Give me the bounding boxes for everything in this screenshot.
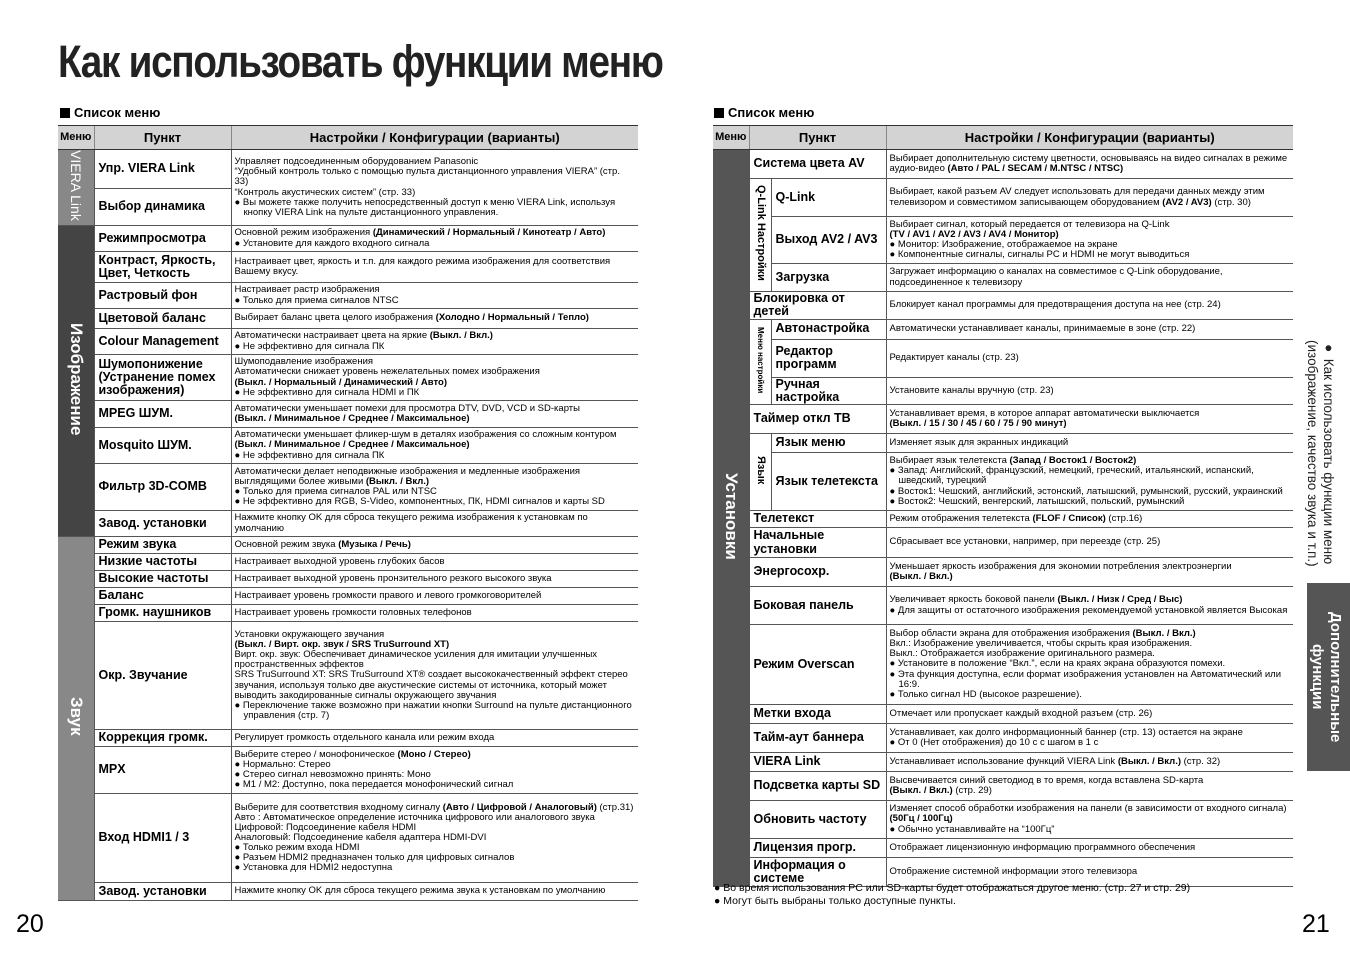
menu-item[interactable]: Растровый фон — [94, 283, 231, 309]
menu-item[interactable]: Автонастройка — [771, 319, 886, 339]
page-title: Как использовать функции меню — [58, 36, 663, 87]
menu-item[interactable]: Завод. установки — [94, 511, 231, 537]
menu-item[interactable]: Режим Overscan — [749, 625, 886, 705]
menu-item[interactable]: MPEG ШУМ. — [94, 401, 231, 428]
item-description: Редактирует каналы (стр. 23) — [886, 339, 1293, 377]
group-viera-link: VIERA Link — [58, 150, 94, 226]
menu-item[interactable]: Ручная настройка — [771, 377, 886, 405]
item-description: Настраивает выходной уровень пронзительного резкого высокого звука — [231, 571, 638, 588]
page-number-left: 20 — [16, 910, 44, 938]
group-image: Изображение — [58, 226, 94, 537]
item-description: Выбирает язык телетекста (Запад / Восток1 / Восток2) ● Запад: Английский, французский, немецкий, греческий, итальянский, испанский, шведский, турецкий ● Восток1: Чешский, английский, эстонский, латышский, румынский, русский, украинский ● Восток2: Чешский, венгерский, латышский, польский, румынский — [886, 453, 1293, 511]
side-tab-menu-functions[interactable]: ● Как использовать функции меню (изображение, качество звука и т.п.) — [1304, 340, 1336, 567]
item-description: Основной режим звука (Музыка / Речь) — [231, 537, 638, 554]
menu-item[interactable]: Лицензия прогр. — [749, 839, 886, 858]
menu-item[interactable]: Система цвета AV — [749, 150, 886, 179]
section-heading-right: Список меню — [714, 105, 814, 120]
item-description: Загружает информацию о каналах на совместимое с Q-Link оборудование, подсоединенное к телевизору — [886, 264, 1293, 292]
item-description: Автоматически устанавливает каналы, принимаемые в зоне (стр. 22) — [886, 319, 1293, 339]
menu-item[interactable]: Цветовой баланс — [94, 309, 231, 329]
item-description: Увеличивает яркость боковой панели (Выкл. / Низк / Сред / Выс) ● Для защиты от остаточного изображения рекомендуемой установкой является Высокая — [886, 587, 1293, 625]
menu-item[interactable]: Загрузка — [771, 264, 886, 292]
footnote: ● Во время использования PC или SD-карты будет отображаться другое меню. (стр. 27 и стр. 29) — [714, 882, 1191, 894]
item-description: Настраивает уровень громкости правого и левого громкоговорителей — [231, 588, 638, 605]
side-tab-additional-functions[interactable]: Дополнительные функции — [1307, 583, 1350, 771]
item-description: Выбирает баланс цвета целого изображения (Холодно / Нормальный / Тепло) — [231, 309, 638, 329]
item-description: Настраивает цвет, яркость и т.п. для каждого режима изображения для соответствия Вашему вкусу. — [231, 252, 638, 283]
header-item: Пункт — [94, 126, 231, 150]
group-qlink-settings: Q-Link Настройки — [749, 179, 771, 292]
menu-item[interactable]: Контраст, Яркость, Цвет, Четкость — [94, 252, 231, 283]
item-description: Отображает лицензионную информацию программного обеспечения — [886, 839, 1293, 858]
group-sound: Звук — [58, 537, 94, 901]
menu-item[interactable]: Упр. VIERA Link — [94, 150, 231, 189]
menu-item[interactable]: Язык телетекста — [771, 453, 886, 511]
item-description: Основной режим изображения (Динамический / Нормальный / Кинотеатр / Авто) ● Установите для каждого входного сигнала — [231, 226, 638, 252]
menu-item[interactable]: VIERA Link — [749, 753, 886, 772]
item-description: Выбирает сигнал, который передается от телевизора на Q-Link (TV / AV1 / AV2 / AV3 / AV4 / Монитор) ● Монитор: Изображение, отображаемое на экране ● Компонентные сигналы, сигналы PC и HDMI не могут выводиться — [886, 217, 1293, 264]
header-settings: Настройки / Конфигурации (варианты) — [231, 126, 638, 150]
item-description: Уменьшает яркость изображения для экономии потребления электроэнергии (Выкл. / Вкл.) — [886, 558, 1293, 587]
item-description: Выберите стерео / монофоническое (Моно / Стерео) ● Нормально: Стерео ● Стерео сигнал невозможно принять: Моно ● M1 / M2: Доступно, пока передается монофонический сигнал — [231, 747, 638, 794]
footnote: ● Могут быть выбраны только доступные пункты. — [714, 894, 956, 907]
item-description: Регулирует громкость отдельного канала или режим входа — [231, 730, 638, 747]
item-description: Установки окружающего звучания (Выкл. / Вирт. окр. звук / SRS TruSurround XT) Вирт. окр. звук: Обеспечивает динамическое усиления для имитации улучшенных пространственных эффектов SRS TruSurround XT: SRS TruSurround XT® создает высококачественный эффект стерео звучания, используя только две акустические системы от источника, который может выводить закодированные сигналы окружающего звучания ● Переключение также возможно при нажатии кнопки Surround на пульте дистанционного управления (стр. 7) — [231, 622, 638, 730]
item-description: Изменяет способ обработки изображения на панели (в зависимости от входного сигнала) (50Гц / 100Гц) ● Обычно устанавливайте на “100Гц” — [886, 801, 1293, 839]
menu-table-left — [58, 125, 638, 901]
item-description: Автоматически уменьшает фликер-шум в деталях изображения со сложным контуром (Выкл. / Минимальное / Среднее / Максимальное) ● Не эффективно для сигнала ПК — [231, 428, 638, 464]
menu-item[interactable]: Телетекст — [749, 511, 886, 528]
menu-item[interactable]: Обновить частоту — [749, 801, 886, 839]
item-description: Выбирает дополнительную систему цветности, основываясь на видео сигналах в режиме аудио-видео (Авто / PAL / SECAM / M.NTSC / NTSC) — [886, 150, 1293, 179]
menu-item[interactable]: Фильтр 3D-COMB — [94, 464, 231, 511]
header-settings: Настройки / Конфигурации (варианты) — [886, 126, 1293, 150]
header-item: Пункт — [749, 126, 886, 150]
item-description: Выбор области экрана для отображения изображения (Выкл. / Вкл.) Вкл.: Изображение увеличивается, чтобы скрыть края изображения. Выкл.: Отображается изображение оригинального размера. ● Установите в положение “Вкл.”, если на краях экрана образуются помехи. ● Эта функция доступна, если формат изображения установлен на Автоматический или 16:9. ● Только сигнал HD (высокое разрешение). — [886, 625, 1293, 705]
item-description: Нажмите кнопку OK для сброса текущего режима звука к установкам по умолчанию — [231, 883, 638, 901]
menu-item[interactable]: Боковая панель — [749, 587, 886, 625]
item-description: Устанавливает, как долго информационный баннер (стр. 13) остается на экране ● От 0 (Нет отображения) до 10 с с шагом в 1 с — [886, 724, 1293, 753]
menu-item[interactable]: Завод. установки — [94, 883, 231, 901]
section-heading-left: Список меню — [60, 105, 160, 120]
item-description: Устанавливает использование функций VIERA Link (Выкл. / Вкл.) (стр. 32) — [886, 753, 1293, 772]
group-tuning-menu: Меню настройки — [749, 319, 771, 405]
item-description: Отмечает или пропускает каждый входной разъем (стр. 26) — [886, 705, 1293, 724]
group-setup: Установки — [713, 150, 749, 887]
item-description: Установите каналы вручную (стр. 23) — [886, 377, 1293, 405]
menu-item[interactable]: Начальные установки — [749, 528, 886, 558]
footnotes — [714, 882, 1190, 907]
menu-item[interactable]: Выход AV2 / AV3 — [771, 217, 886, 264]
item-description: Устанавливает время, в которое аппарат автоматически выключается (Выкл. / 15 / 30 / 45 / 60 / 75 / 90 минут) — [886, 405, 1293, 434]
item-description: Блокирует канал программы для предотвращения доступа на нее (стр. 24) — [886, 292, 1293, 320]
item-description: Шумоподавление изображения Автоматически снижает уровень нежелательных помех изображения (Выкл. / Нормальный / Динамический / Авто) ● Не эффективно для сигнала HDMI и ПК — [231, 355, 638, 401]
square-bullet-icon — [60, 108, 70, 118]
menu-item[interactable]: Окр. Звучание — [94, 622, 231, 730]
menu-table-right — [713, 125, 1293, 887]
item-description: Высвечивается синий светодиод в то время, когда вставлена SD-карта (Выкл. / Вкл.) (стр. 29) — [886, 772, 1293, 801]
item-description: Настраивает растр изображения ● Только для приема сигналов NTSC — [231, 283, 638, 309]
menu-item[interactable]: Тайм-аут баннера — [749, 724, 886, 753]
menu-item[interactable]: Коррекция громк. — [94, 730, 231, 747]
item-description: Настраивает уровень громкости головных телефонов — [231, 605, 638, 622]
item-description: Выберите для соответствия входному сигналу (Авто / Цифровой / Аналоговый) (стр.31) Авто : Автоматическое определение источника цифрового или аналогового звука Цифровой: Подсоединение кабеля HDMI Аналоговый: Подсоединение кабеля адаптера HDMI-DVI ● Только режим входа HDMI ● Разъем HDMI2 предназначен только для цифровых сигналов ● Установка для HDMI2 недоступна — [231, 794, 638, 883]
menu-item[interactable]: Mosquito ШУМ. — [94, 428, 231, 464]
menu-item[interactable]: Выбор динамика — [94, 189, 231, 226]
header-menu: Меню — [713, 126, 749, 150]
item-description: Отображение системной информации этого телевизора — [886, 858, 1293, 887]
header-menu: Меню — [58, 126, 94, 150]
menu-item[interactable]: Режимпросмотра — [94, 226, 231, 252]
menu-item[interactable]: Вход HDMI1 / 3 — [94, 794, 231, 883]
menu-item[interactable]: Colour Management — [94, 329, 231, 355]
item-description: Настраивает выходной уровень глубоких басов — [231, 554, 638, 571]
item-description: Сбрасывает все установки, например, при переезде (стр. 25) — [886, 528, 1293, 558]
menu-item[interactable]: Метки входа — [749, 705, 886, 724]
menu-item[interactable]: Шумопонижение (Устранение помех изображения) — [94, 355, 231, 401]
menu-item[interactable]: Высокие частоты — [94, 571, 231, 588]
menu-item[interactable]: Блокировка от детей — [749, 292, 886, 320]
item-description: Автоматически уменьшает помехи для просмотра DTV, DVD, VCD и SD-карты (Выкл. / Минимальное / Среднее / Максимальное) — [231, 401, 638, 428]
group-language: Язык — [749, 434, 771, 511]
menu-item[interactable]: Громк. наушников — [94, 605, 231, 622]
item-description: Изменяет язык для экранных индикаций — [886, 434, 1293, 453]
menu-item[interactable]: Подсветка карты SD — [749, 772, 886, 801]
menu-item[interactable]: MPX — [94, 747, 231, 794]
menu-item[interactable]: Режим звука — [94, 537, 231, 554]
menu-item[interactable]: Язык меню — [771, 434, 886, 453]
menu-item[interactable]: Таймер откл ТВ — [749, 405, 886, 434]
menu-item[interactable]: Q-Link — [771, 179, 886, 217]
square-bullet-icon — [714, 108, 724, 118]
page-number-right: 21 — [1302, 910, 1330, 938]
item-description: Выбирает, какой разъем AV следует использовать для передачи данных между этим телевизором и совместимом записывающем оборудованием (AV2 / AV3) (стр. 30) — [886, 179, 1293, 217]
menu-item[interactable]: Редактор программ — [771, 339, 886, 377]
menu-item[interactable]: Энергосохр. — [749, 558, 886, 587]
menu-item[interactable]: Информация о системе — [749, 858, 886, 887]
menu-item[interactable]: Баланс — [94, 588, 231, 605]
item-description: Нажмите кнопку OK для сброса текущего режима изображения к установкам по умолчанию — [231, 511, 638, 537]
item-description: Автоматически настраивает цвета на яркие (Выкл. / Вкл.) ● Не эффективно для сигнала ПК — [231, 329, 638, 355]
menu-item[interactable]: Низкие частоты — [94, 554, 231, 571]
item-description: Автоматически делает неподвижные изображения и медленные изображения выглядящими более живыми (Выкл. / Вкл.) ● Только для приема сигналов PAL или NTSC ● Не эффективно для RGB, S-Video, компонентных, ПК, HDMI сигналов и карты SD — [231, 464, 638, 511]
item-description: Режим отображения телетекста (FLOF / Список) (стр.16) — [886, 511, 1293, 528]
item-description: Управляет подсоединенным оборудованием Panasonic “Удобный контроль только с помощью пульта дистанционного управления VIERA” (стр. 33) “Контроль акустических систем” (стр. 33) ● Вы можете также получить непосредственный доступ к меню VIERA Link, используя кнопку VIERA Link на пульте дистанционного управления. — [231, 150, 638, 226]
